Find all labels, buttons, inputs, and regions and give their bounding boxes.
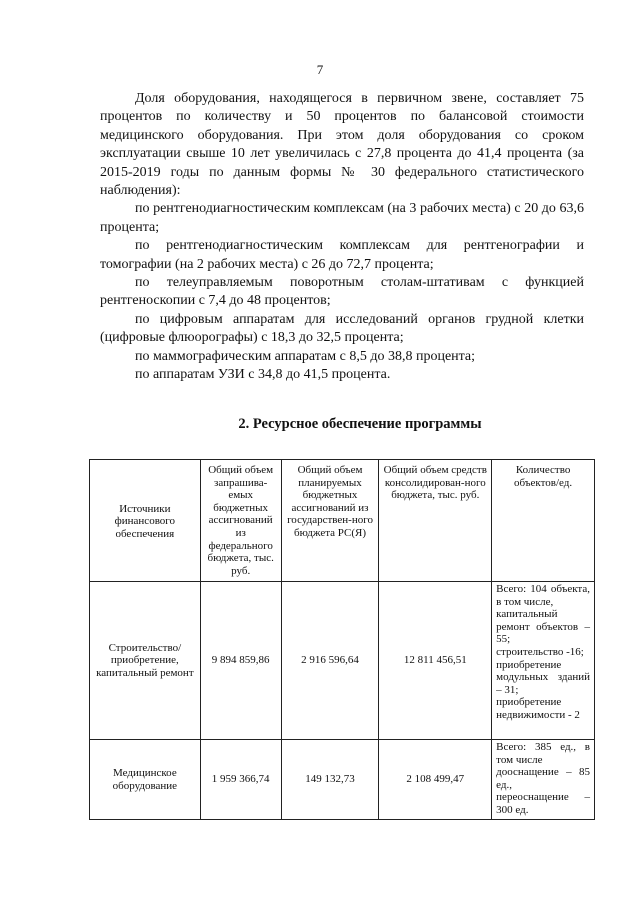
count-line: строительство -16; xyxy=(496,645,584,658)
cell-regional: 2 916 596,64 xyxy=(281,582,379,740)
table-row xyxy=(90,740,595,820)
paragraph-item: по телеуправляемым поворотным столам-штативам с функцией рентгеноскопии с 7,4 до 48 процентов; xyxy=(100,275,584,309)
count-line: приобретение недвижимости - 2 xyxy=(496,696,580,721)
count-line: Всего: 385 ед., в том числе xyxy=(496,741,590,766)
header-consolidated: Общий объем средств консолидирован-ного бюджета, тыс. руб. xyxy=(379,460,492,582)
cell-source: Строительство/ приобретение, капитальный ремонт xyxy=(90,582,201,740)
paragraph-item: по рентгенодиагностическим комплексам для рентгенографии и томографии (на 2 рабочих места) с 26 до 72,7 процента; xyxy=(100,238,584,272)
section-title: 2. Ресурсное обеспечение программы xyxy=(238,416,482,432)
count-line: дооснащение – 85 ед., xyxy=(496,766,590,791)
header-federal: Общий объем запрашива-емых бюджетных ассигнований из федерального бюджета, тыс. руб. xyxy=(200,460,281,582)
cell-count xyxy=(492,582,595,740)
body-text xyxy=(100,90,584,385)
count-line: приобретение модульных зданий – 31; xyxy=(496,658,590,696)
paragraph-item: по цифровым аппаратам для исследований органов грудной клетки (цифровые флюорографы) с 18,3 до 32,5 процента; xyxy=(100,311,584,346)
cell-federal: 1 959 366,74 xyxy=(200,740,281,820)
table-header-row xyxy=(90,460,595,582)
cell-consolidated: 12 811 456,51 xyxy=(379,582,492,740)
cell-source: Медицинское оборудование xyxy=(90,740,201,820)
cell-consolidated: 2 108 499,47 xyxy=(379,740,492,820)
cell-regional: 149 132,73 xyxy=(281,740,379,820)
header-source: Источники финансового обеспечения xyxy=(90,460,201,582)
cell-count xyxy=(492,740,595,820)
paragraph-item: по маммографическим аппаратам с 8,5 до 38,8 процента; xyxy=(135,348,476,364)
paragraph-item: по аппаратам УЗИ с 34,8 до 41,5 процента. xyxy=(135,367,391,383)
table-row xyxy=(90,582,595,740)
count-line: Всего: 104 объекта, в том числе, xyxy=(496,583,590,608)
header-regional: Общий объем планируемых бюджетных ассигнований из государствен-ного бюджета РС(Я) xyxy=(281,460,379,582)
resource-table xyxy=(89,459,595,820)
paragraph-item: по рентгенодиагностическим комплексам (на 3 рабочих места) с 20 до 63,6 процента; xyxy=(100,201,584,235)
page-number: 7 xyxy=(316,62,324,77)
header-count: Количество объектов/ед. xyxy=(492,460,595,582)
count-line: переоснащение – 300 ед. xyxy=(496,791,590,816)
count-line: капитальный ремонт объектов – 55; xyxy=(496,608,590,646)
paragraph-intro: Доля оборудования, находящегося в первичном звене, составляет 75 процентов по количеству и 50 процентов по балансовой стоимости медицинского оборудования. При этом доля оборудования со сроком эксплуатации свыше 10 лет увеличилась с 27,8 процента до 41,4 процента (за 2015-2019 годы по данным формы № 30 федерального статистического наблюдения): xyxy=(100,91,584,199)
cell-federal: 9 894 859,86 xyxy=(200,582,281,740)
